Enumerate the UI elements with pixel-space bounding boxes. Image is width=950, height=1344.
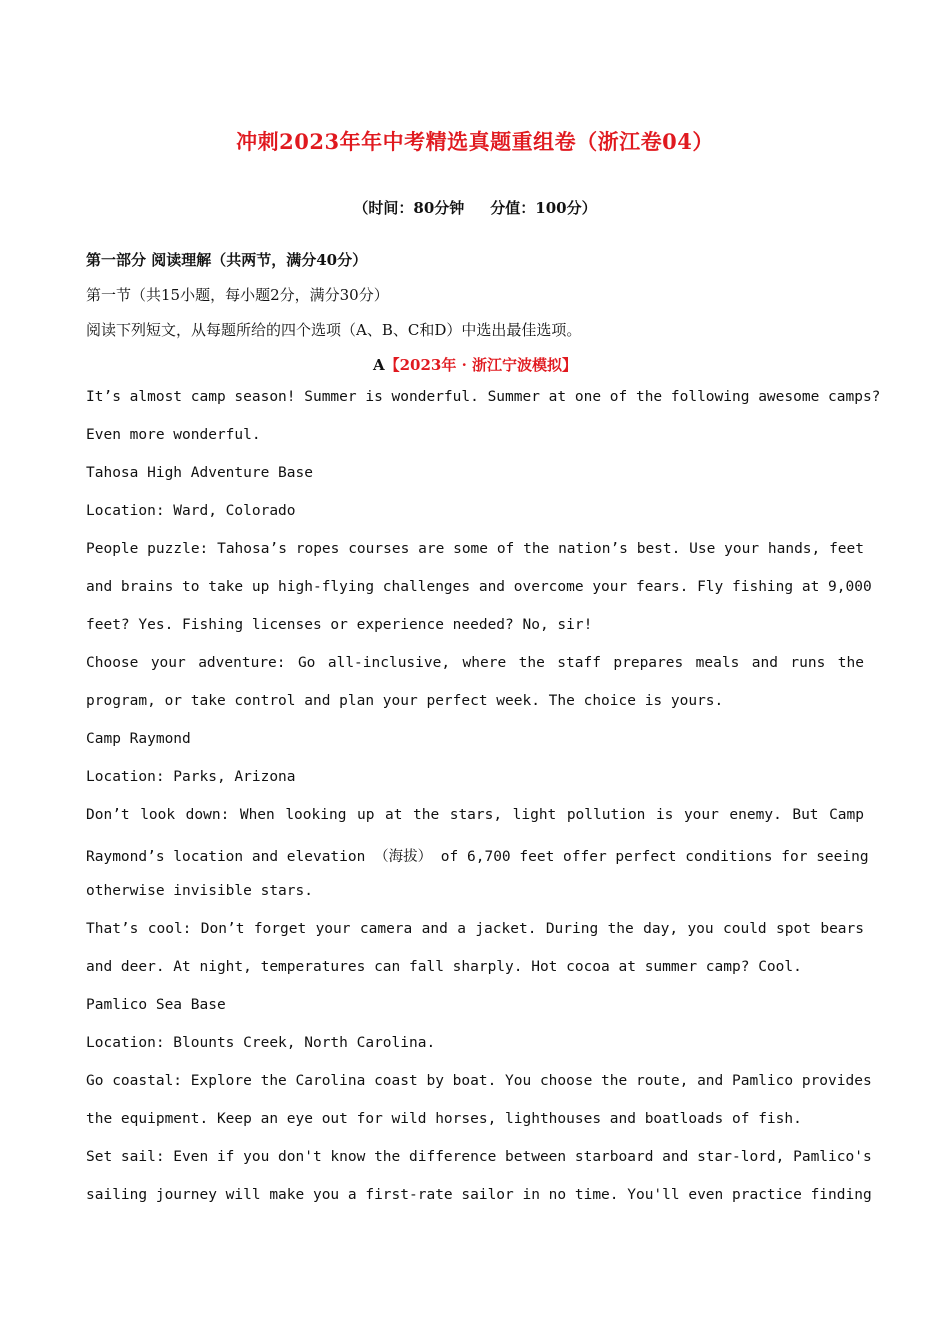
instruction: 阅读下列短文，从每题所给的四个选项（A、B、C和D）中选出最佳选项。 <box>86 321 582 339</box>
passage-source: 【2023年 · 浙江宁波模拟】 <box>384 356 578 374</box>
passage-line: the equipment. Keep an eye out for wild horses, lighthouses and boatloads of fish. <box>86 1111 802 1127</box>
exam-meta <box>0 197 950 218</box>
passage-line: and brains to take up high-flying challenges and overcome your fears. Fly fishing at 9,000 <box>86 579 872 595</box>
passage-line: Location: Parks, Arizona <box>86 769 296 785</box>
passage-line: and deer. At night, temperatures can fall sharply. Hot cocoa at summer camp? Cool. <box>86 959 802 975</box>
passage-line: Raymond’s location and elevation （海拔） of 6,700 feet offer perfect conditions for seeing <box>86 849 869 865</box>
passage-line: Tahosa High Adventure Base <box>86 465 313 481</box>
passage-line: program, or take control and plan your perfect week. The choice is yours. <box>86 693 724 709</box>
section-heading: 第一节（共15小题，每小题2分，满分30分） <box>86 286 389 304</box>
passage-line: It’s almost camp season! Summer is wonderful. Summer at one of the following awesome camps? <box>86 389 881 405</box>
passage-line: Don’t look down: When looking up at the stars, light pollution is your enemy. But Camp <box>86 807 864 823</box>
passage-line: otherwise invisible stars. <box>86 883 313 899</box>
passage-line: Even more wonderful. <box>86 427 261 443</box>
passage-line: Go coastal: Explore the Carolina coast by boat. You choose the route, and Pamlico provides <box>86 1073 872 1089</box>
passage-line: That’s cool: Don’t forget your camera and a jacket. During the day, you could spot bears <box>86 921 864 937</box>
part-heading: 第一部分 阅读理解（共两节，满分40分） <box>86 251 368 269</box>
passage-line: Location: Ward, Colorado <box>86 503 296 519</box>
passage-letter: A <box>372 356 385 374</box>
passage-line: People puzzle: Tahosa’s ropes courses are some of the nation’s best. Use your hands, feet <box>86 541 864 557</box>
passage-line: Choose your adventure: Go all-inclusive, where the staff prepares meals and runs the <box>86 655 864 671</box>
passage-line: Set sail: Even if you don't know the difference between starboard and star-lord, Pamlico's <box>86 1149 872 1165</box>
passage-line: sailing journey will make you a first-rate sailor in no time. You'll even practice finding <box>86 1187 872 1203</box>
passage-line: Location: Blounts Creek, North Carolina. <box>86 1035 436 1051</box>
time-limit: （时间：80分钟 <box>353 199 465 217</box>
passage-line: feet? Yes. Fishing licenses or experience needed? No, sir! <box>86 617 593 633</box>
passage-line: Pamlico Sea Base <box>86 997 226 1013</box>
passage-line: Camp Raymond <box>86 731 191 747</box>
exam-title: 冲刺2023年年中考精选真题重组卷（浙江卷04） <box>236 129 714 154</box>
total-score: 分值：100分） <box>490 199 597 217</box>
passage-label <box>0 354 950 375</box>
